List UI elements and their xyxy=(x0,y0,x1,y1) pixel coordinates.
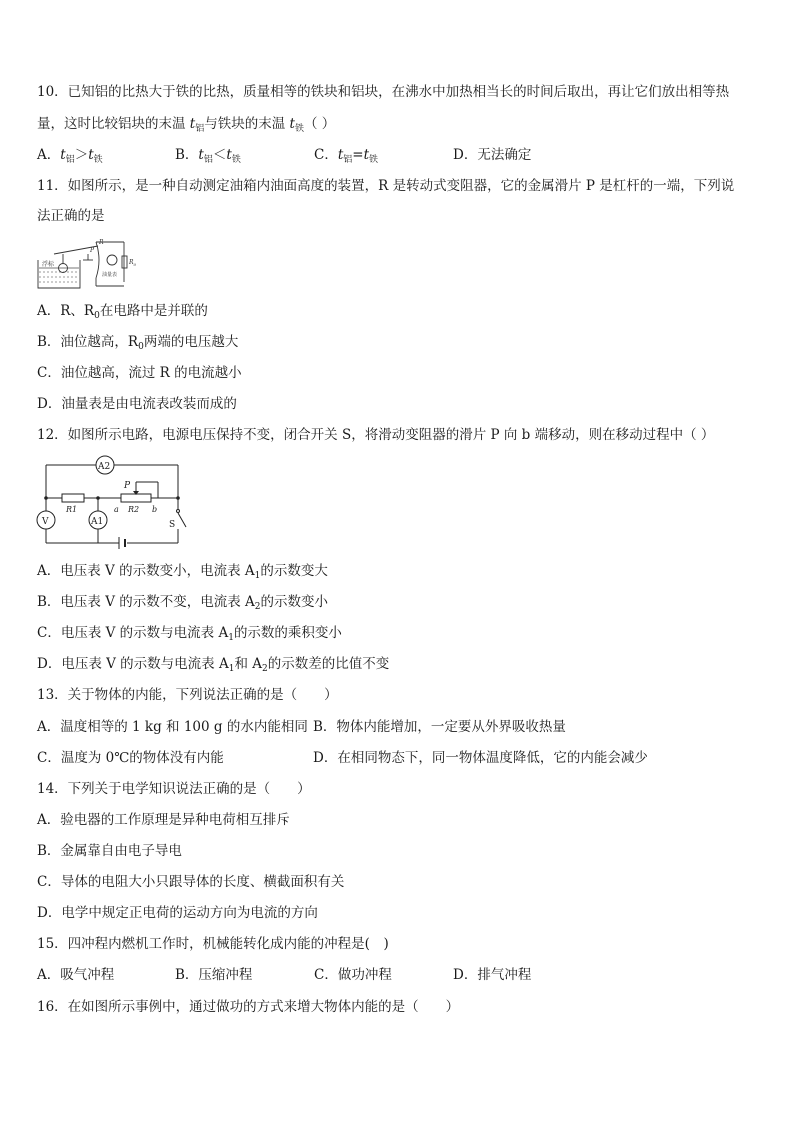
q11-stem-line1: 11．如图所示，是一种自动测定油箱内油面高度的装置，R 是转动式变阻器，它的金属滑片 P 是杠杆的一端，下列说 xyxy=(37,178,735,194)
q10-stem-line2: 量，这时比较铝块的末温 $t_铝$与铁块的末温 $t_铁$（ ） xyxy=(37,116,336,134)
q14-option-b[interactable]: B．金属靠自由电子导电 xyxy=(37,843,182,859)
q12-fig-a2-label: A2 xyxy=(98,462,111,472)
q14-option-c[interactable]: C．导体的电阻大小只跟导体的长度、横截面积有关 xyxy=(37,874,345,890)
q14-stem: 14．下列关于电学知识说法正确的是（ ） xyxy=(37,781,311,797)
q15-option-a[interactable]: A．吸气冲程 xyxy=(37,967,115,983)
q12-fig-r2-label: R2 xyxy=(128,505,140,514)
q11-option-b[interactable]: B．油位越高，$R_0$两端的电压越大 xyxy=(37,334,239,352)
q13-option-d[interactable]: D．在相同物态下，同一物体温度降低，它的内能会减少 xyxy=(313,750,648,766)
q12-stem: 12．如图所示电路，电源电压保持不变，闭合开关 S，将滑动变阻器的滑片 P 向 b 端移动，则在移动过程中（ ） xyxy=(37,427,715,443)
q13-option-c[interactable]: C．温度为 0℃的物体没有内能 xyxy=(37,750,224,766)
q13-option-a[interactable]: A．温度相等的 1 kg 和 100 g 的水内能相同 xyxy=(37,719,308,735)
q12-option-c[interactable]: C．电压表 V 的示数与电流表 $A_1$的示数的乘积变小 xyxy=(37,625,342,643)
q11-oil-tank-figure xyxy=(36,234,144,292)
q11-fig-p-label: P xyxy=(90,247,95,254)
q11-option-d[interactable]: D．油量表是由电流表改装而成的 xyxy=(37,396,237,412)
q11-fig-r-label: R xyxy=(99,239,104,246)
q15-option-d[interactable]: D．排气冲程 xyxy=(453,967,532,983)
q12-option-b[interactable]: B．电压表 V 的示数不变，电流表 $A_2$的示数变小 xyxy=(37,594,329,612)
q10-stem-line1: 10．已知铝的比热大于铁的比热，质量相等的铁块和铝块，在沸水中加热相当长的时间后取出，再让它们放出相等热 xyxy=(37,84,730,100)
q10-option-c[interactable]: C．$t_铝=t_铁$ xyxy=(314,147,379,165)
q10-option-a[interactable]: A．$t_铝>t_铁$ xyxy=(37,147,103,165)
q11-option-a[interactable]: A．R、$R_0$在电路中是并联的 xyxy=(37,303,208,321)
q10-option-b[interactable]: B．$t_铝<t_铁$ xyxy=(175,147,241,165)
q11-fig-float-label: 浮标 xyxy=(42,261,55,268)
q12-option-d[interactable]: D．电压表 V 的示数与电流表 $A_1$和 $A_2$的示数差的比值不变 xyxy=(37,656,390,674)
q14-option-d[interactable]: D．电学中规定正电荷的运动方向为电流的方向 xyxy=(37,905,318,921)
q11-fig-r0-label: $R_0$ xyxy=(129,259,137,267)
q15-stem: 15．四冲程内燃机工作时，机械能转化成内能的冲程是( ) xyxy=(37,936,389,952)
q11-option-c[interactable]: C．油位越高，流过 R 的电流越小 xyxy=(37,365,242,381)
q12-fig-r1-label: R1 xyxy=(66,505,78,514)
q11-fig-meter-label: 油量表 xyxy=(102,272,118,278)
q12-option-a[interactable]: A．电压表 V 的示数变小，电流表 $A_1$的示数变大 xyxy=(37,563,328,581)
q12-fig-p-label: P xyxy=(124,481,131,491)
q15-option-b[interactable]: B．压缩冲程 xyxy=(175,967,253,983)
q14-option-a[interactable]: A．验电器的工作原理是异种电荷相互排斥 xyxy=(37,812,290,828)
q12-fig-a1-label: A1 xyxy=(91,517,104,527)
q12-fig-b-label: b xyxy=(152,505,158,514)
q15-option-c[interactable]: C．做功冲程 xyxy=(314,967,392,983)
q12-fig-v-label: V xyxy=(42,517,49,527)
q12-fig-s-label: S xyxy=(169,520,176,530)
q13-option-b[interactable]: B．物体内能增加，一定要从外界吸收热量 xyxy=(313,719,566,735)
q12-circuit-figure xyxy=(36,455,192,551)
q12-fig-a-label: a xyxy=(114,505,119,514)
q13-stem: 13．关于物体的内能，下列说法正确的是（ ） xyxy=(37,687,338,703)
q16-stem: 16．在如图所示事例中，通过做功的方式来增大物体内能的是（ ） xyxy=(37,999,460,1015)
q10-option-d[interactable]: D．无法确定 xyxy=(453,147,532,163)
q11-stem-line2: 法正确的是 xyxy=(37,208,105,224)
